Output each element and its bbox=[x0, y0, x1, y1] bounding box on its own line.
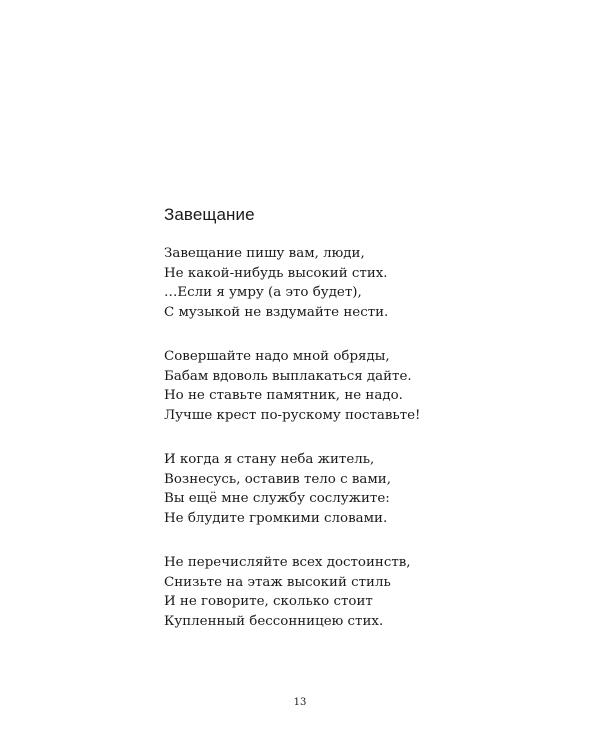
page-number: 13 bbox=[293, 697, 307, 708]
poem-line: …Если я умру (а это будет), bbox=[164, 285, 362, 300]
poem-line: И не говорите, сколько стоит bbox=[164, 594, 373, 609]
poem-line: Снизьте на этаж высокий стиль bbox=[164, 574, 391, 590]
poem-line: Купленный бессонницею стих. bbox=[164, 613, 384, 629]
poem-title: Завещание bbox=[164, 205, 255, 224]
poem-line: Бабам вдоволь выплакаться дайте. bbox=[164, 368, 412, 384]
poem-line: Лучше крест по-рускому поставьте! bbox=[164, 407, 421, 423]
poem-line: Вознесусь, оставив тело с вами, bbox=[164, 471, 391, 487]
stanza-1 bbox=[164, 244, 564, 322]
poem-line: Не перечисляйте всех достоинств, bbox=[164, 555, 411, 570]
poem-line: Но не ставьте памятник, не надо. bbox=[164, 388, 403, 403]
poem-line: Не какой-нибудь высокий стих. bbox=[164, 265, 388, 281]
stanza-2 bbox=[164, 347, 564, 425]
stanza-3 bbox=[164, 450, 564, 528]
poem-body bbox=[164, 244, 564, 656]
poem-line: Совершайте надо мной обряды, bbox=[164, 349, 390, 364]
stanza-4 bbox=[164, 553, 564, 631]
poem-line: Завещание пишу вам, люди, bbox=[164, 246, 365, 261]
poem-line: И когда я стану неба житель, bbox=[164, 452, 375, 467]
poem-line: Вы ещё мне службу сослужите: bbox=[164, 491, 390, 506]
poem-line: С музыкой не вздумайте нести. bbox=[164, 304, 389, 320]
poem-line: Не блудите громкими словами. bbox=[164, 510, 388, 526]
